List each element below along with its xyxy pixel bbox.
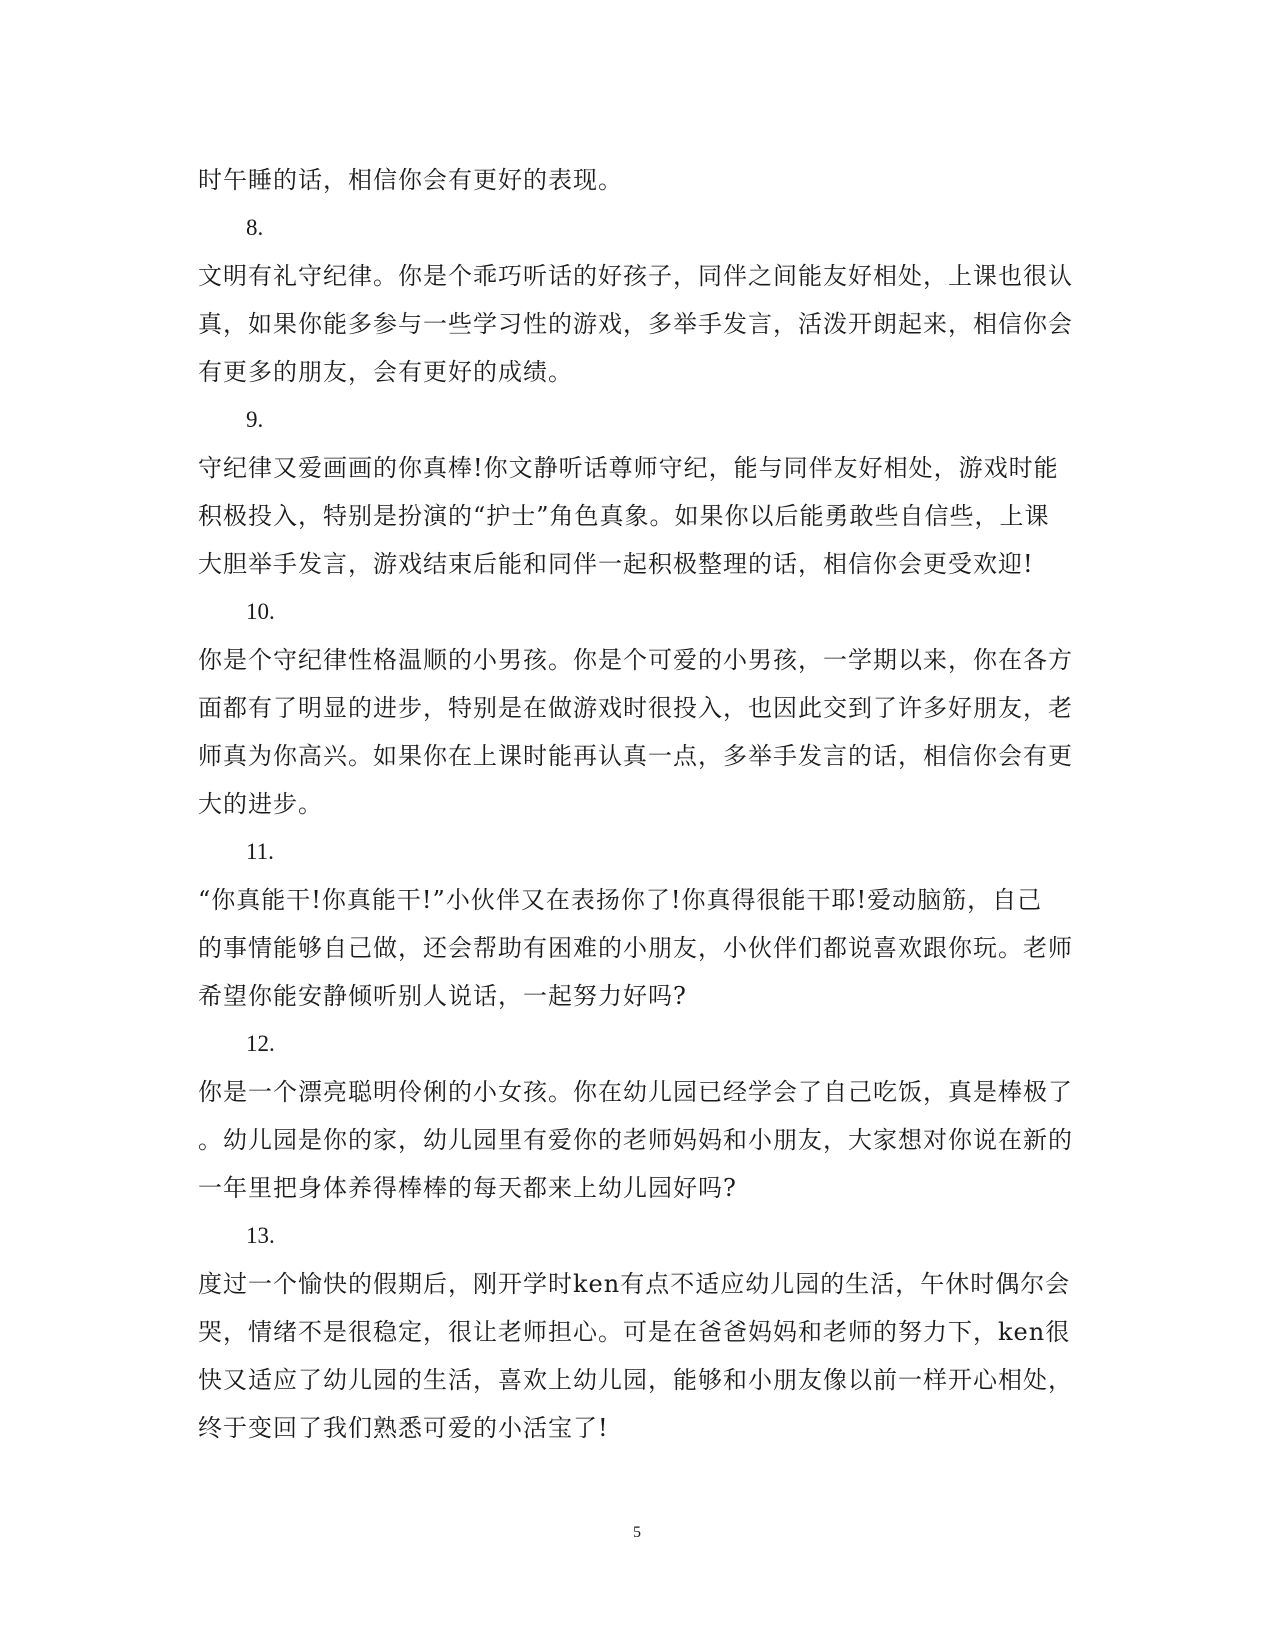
item-number: 8. — [246, 215, 264, 240]
item-number: 13. — [246, 1223, 275, 1248]
text-line: 。幼儿园是你的家，幼儿园里有爱你的老师妈妈和小朋友，大家想对你说在新的 — [198, 1126, 1073, 1154]
text-line: 积极投入，特别是扮演的“护士”角色真象。如果你以后能勇敢些自信些，上课 — [198, 502, 1050, 530]
paragraph — [198, 1068, 1078, 1212]
text-line: 终于变回了我们熟悉可爱的小活宝了! — [198, 1414, 609, 1442]
paragraph — [198, 636, 1078, 828]
text-line: 师真为你高兴。如果你在上课时能再认真一点，多举手发言的话，相信你会有更 — [198, 742, 1073, 770]
page-number: 5 — [633, 1524, 641, 1541]
text-line: 有更多的朋友，会有更好的成绩。 — [198, 358, 573, 386]
text-line: 文明有礼守纪律。你是个乖巧听话的好孩子，同伴之间能友好相处，上课也很认 — [198, 262, 1073, 290]
item-number: 12. — [246, 1031, 275, 1056]
text-line: “你真能干!你真能干!”小伙伴又在表扬你了!你真得很能干耶!爱动脑筋，自己 — [198, 886, 1043, 914]
text-line: 真，如果你能多参与一些学习性的游戏，多举手发言，活泼开朗起来，相信你会 — [198, 310, 1073, 338]
text-line: 快又适应了幼儿园的生活，喜欢上幼儿园，能够和小朋友像以前一样开心相处， — [198, 1366, 1073, 1394]
paragraph — [198, 252, 1078, 396]
text-line: 哭，情绪不是很稳定，很让老师担心。可是在爸爸妈妈和老师的努力下，ken很 — [198, 1318, 1071, 1346]
text-line: 度过一个愉快的假期后，刚开学时ken有点不适应幼儿园的生活，午休时偶尔会 — [198, 1270, 1071, 1298]
text-line: 守纪律又爱画画的你真棒!你文静听话尊师守纪，能与同伴友好相处，游戏时能 — [198, 454, 1059, 482]
text-line: 的事情能够自己做，还会帮助有困难的小朋友，小伙伴们都说喜欢跟你玩。老师 — [198, 934, 1073, 962]
item-number: 11. — [246, 839, 274, 864]
paragraph — [198, 1260, 1078, 1452]
paragraph — [198, 444, 1078, 588]
item-number: 9. — [246, 407, 264, 432]
text-line: 希望你能安静倾听别人说话，一起努力好吗? — [198, 982, 687, 1010]
text-line: 时午睡的话，相信你会有更好的表现。 — [198, 166, 623, 194]
text-line: 你是个守纪律性格温顺的小男孩。你是个可爱的小男孩，一学期以来，你在各方 — [198, 646, 1073, 674]
text-line: 你是一个漂亮聪明伶俐的小女孩。你在幼儿园已经学会了自己吃饭，真是棒极了 — [198, 1078, 1073, 1106]
item-number: 10. — [246, 599, 275, 624]
paragraph — [198, 876, 1078, 1020]
text-line: 大的进步。 — [198, 790, 323, 818]
paragraph — [198, 156, 1078, 204]
text-line: 面都有了明显的进步，特别是在做游戏时很投入，也因此交到了许多好朋友，老 — [198, 694, 1073, 722]
text-line: 大胆举手发言，游戏结束后能和同伴一起积极整理的话，相信你会更受欢迎! — [198, 550, 1034, 578]
text-line: 一年里把身体养得棒棒的每天都来上幼儿园好吗? — [198, 1174, 737, 1202]
document-body — [198, 156, 1078, 1452]
